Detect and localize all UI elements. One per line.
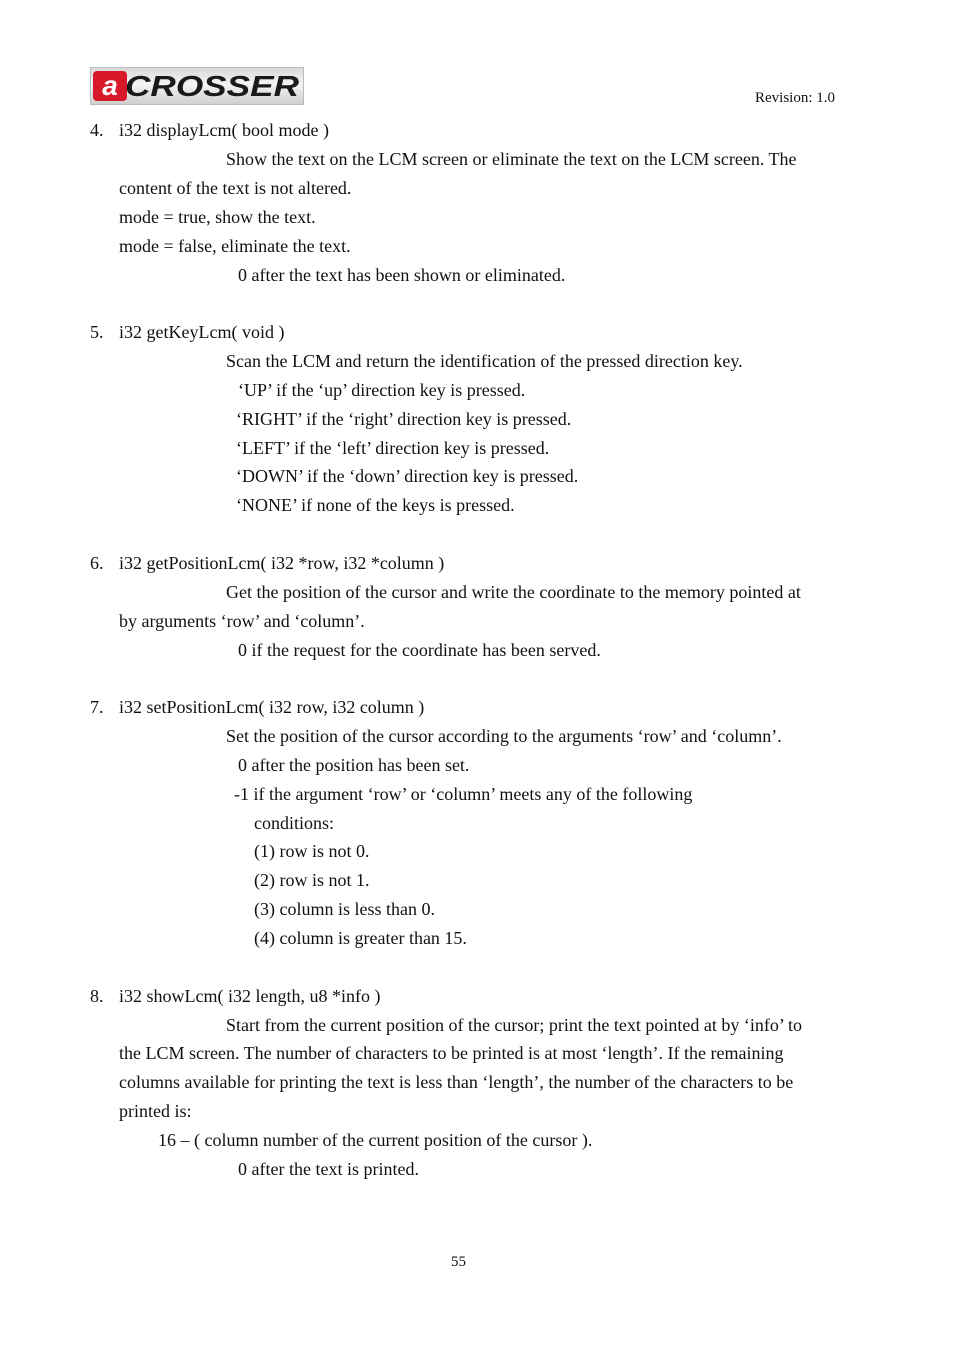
description-line: content of the text is not altered. xyxy=(119,178,352,198)
condition-line: (4) column is greater than 15. xyxy=(254,928,467,948)
item-number: 6. xyxy=(90,553,104,573)
return-value-line: 0 if the request for the coordinate has been served. xyxy=(238,640,601,660)
description-line: Get the position of the cursor and write the coordinate to the memory pointed at xyxy=(226,582,801,602)
return-value-line: ‘LEFT’ if the ‘left’ direction key is pressed. xyxy=(236,438,550,458)
return-value-line: 0 after the position has been set. xyxy=(238,755,470,775)
description-line: by arguments ‘row’ and ‘column’. xyxy=(119,611,365,631)
function-signature: i32 getPositionLcm( i32 *row, i32 *column ) xyxy=(119,553,445,573)
item-number: 5. xyxy=(90,322,104,342)
return-value-line: ‘RIGHT’ if the ‘right’ direction key is pressed. xyxy=(236,409,572,429)
acrosser-logo-mark xyxy=(91,68,303,104)
return-value-line: ‘NONE’ if none of the keys is pressed. xyxy=(236,495,515,515)
item-number: 4. xyxy=(90,120,104,140)
function-signature: i32 showLcm( i32 length, u8 *info ) xyxy=(119,986,381,1006)
description-line: printed is: xyxy=(119,1101,192,1121)
svg-text:CROSSER: CROSSER xyxy=(125,71,300,103)
return-value-line: 0 after the text is printed. xyxy=(238,1159,419,1179)
revision-label: Revision: 1.0 xyxy=(755,90,836,106)
item-number: 7. xyxy=(90,697,104,717)
description-line: Set the position of the cursor according to the arguments ‘row’ and ‘column’. xyxy=(226,726,782,746)
function-signature: i32 getKeyLcm( void ) xyxy=(119,322,285,342)
description-line: Start from the current position of the cursor; print the text pointed at by ‘info’ to xyxy=(226,1015,803,1035)
item-number: 8. xyxy=(90,986,104,1006)
description-line: the LCM screen. The number of characters to be printed is at most ‘length’. If the remaining xyxy=(119,1043,784,1063)
return-value-line: ‘DOWN’ if the ‘down’ direction key is pressed. xyxy=(236,466,579,486)
acrosser-logo xyxy=(90,67,304,105)
description-line: Show the text on the LCM screen or eliminate the text on the LCM screen. The xyxy=(226,149,797,169)
parameter-line: mode = true, show the text. xyxy=(119,207,316,227)
page-number: 55 xyxy=(451,1254,466,1270)
parameter-line: mode = false, eliminate the text. xyxy=(119,236,351,256)
description-line: Scan the LCM and return the identification of the pressed direction key. xyxy=(226,351,743,371)
return-value-line: 0 after the text has been shown or eliminated. xyxy=(238,265,566,285)
formula-line: 16 – ( column number of the current position of the cursor ). xyxy=(158,1130,593,1150)
condition-line: (3) column is less than 0. xyxy=(254,899,435,919)
function-signature: i32 displayLcm( bool mode ) xyxy=(119,120,329,140)
return-value-line: -1 if the argument ‘row’ or ‘column’ meets any of the following xyxy=(234,784,693,804)
return-value-line: ‘UP’ if the ‘up’ direction key is pressed. xyxy=(238,380,526,400)
function-signature: i32 setPositionLcm( i32 row, i32 column ) xyxy=(119,697,425,717)
description-line: columns available for printing the text is less than ‘length’, the number of the characters to be xyxy=(119,1072,794,1092)
condition-line: conditions: xyxy=(254,813,334,833)
svg-text:a: a xyxy=(102,70,118,101)
condition-line: (2) row is not 1. xyxy=(254,870,370,890)
condition-line: (1) row is not 0. xyxy=(254,841,370,861)
